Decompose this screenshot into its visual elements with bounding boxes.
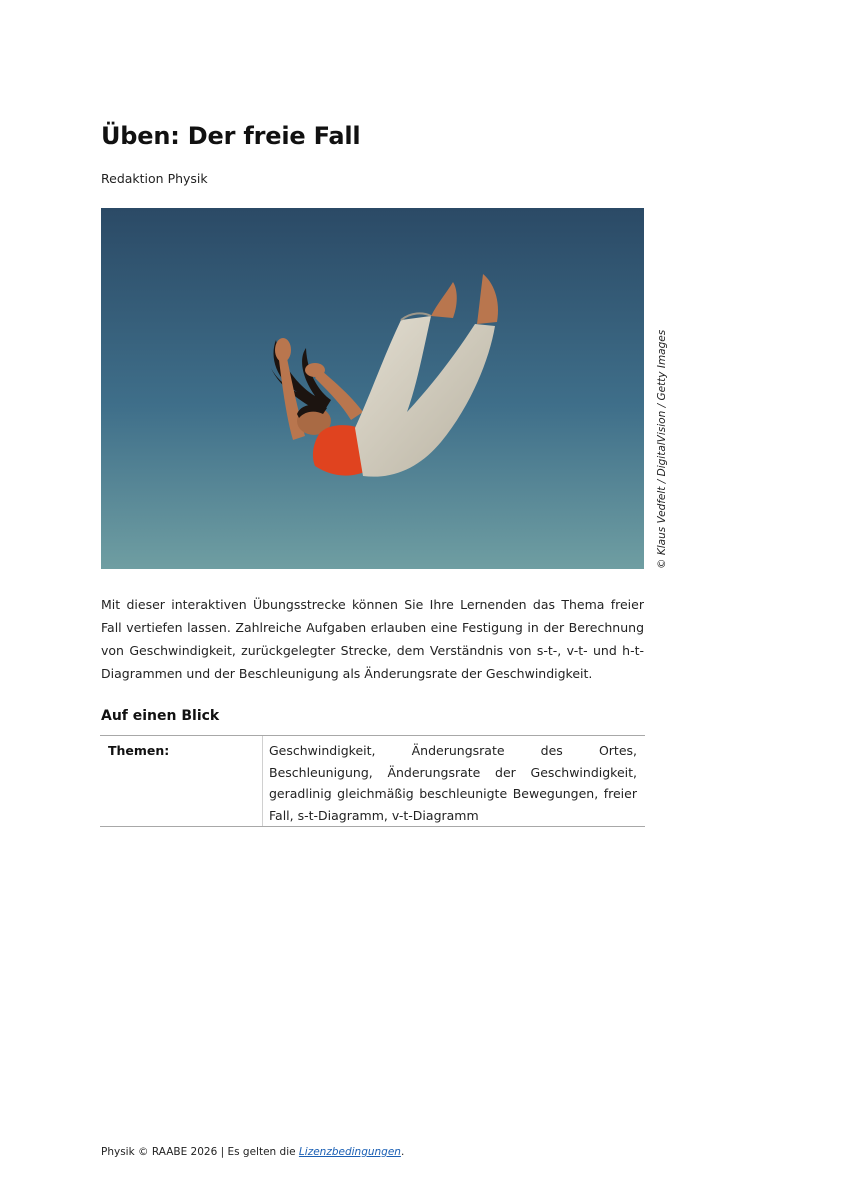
right-hand <box>305 363 325 377</box>
hero-photo <box>101 208 644 569</box>
intro-paragraph: Mit dieser interaktiven Übungsstrecke können Sie Ihre Lernenden das Thema freier Fall vertiefen lassen. Zahlreiche Aufgaben erlauben eine Festigung in der Berechnung von Geschwindigkeit, zurückgelegter Strecke, dem Verständnis von s-t-, v-t- und h-t-Diagrammen und der Beschleunigung als Änderungsrate der Geschwindigkeit. <box>101 597 644 681</box>
topics-value: Geschwindigkeit, Änderungsrate des Ortes, Beschleunigung, Änderungsrate der Geschwindigkeit, geradlinig gleichmäßig beschleunigte Bewegungen, freier Fall, s-t-Diagramm, v-t-Diagramm <box>263 736 646 827</box>
table-row <box>100 736 645 827</box>
footer-text: Physik © RAABE 2026 | Es gelten die <box>101 1146 299 1158</box>
page-title: Üben: Der freie Fall <box>101 122 361 150</box>
author-line: Redaktion Physik <box>101 171 208 186</box>
overview-table <box>100 735 645 827</box>
footer-suffix: . <box>400 1146 405 1158</box>
topics-label: Themen: <box>100 736 263 827</box>
left-hand <box>275 338 291 362</box>
page-footer <box>101 1146 404 1158</box>
image-credit: © Klaus Vedfelt / DigitalVision / Getty Images <box>656 329 668 569</box>
section-heading: Auf einen Blick <box>101 708 220 724</box>
license-link[interactable]: Lizenzbedingungen <box>298 1146 401 1158</box>
